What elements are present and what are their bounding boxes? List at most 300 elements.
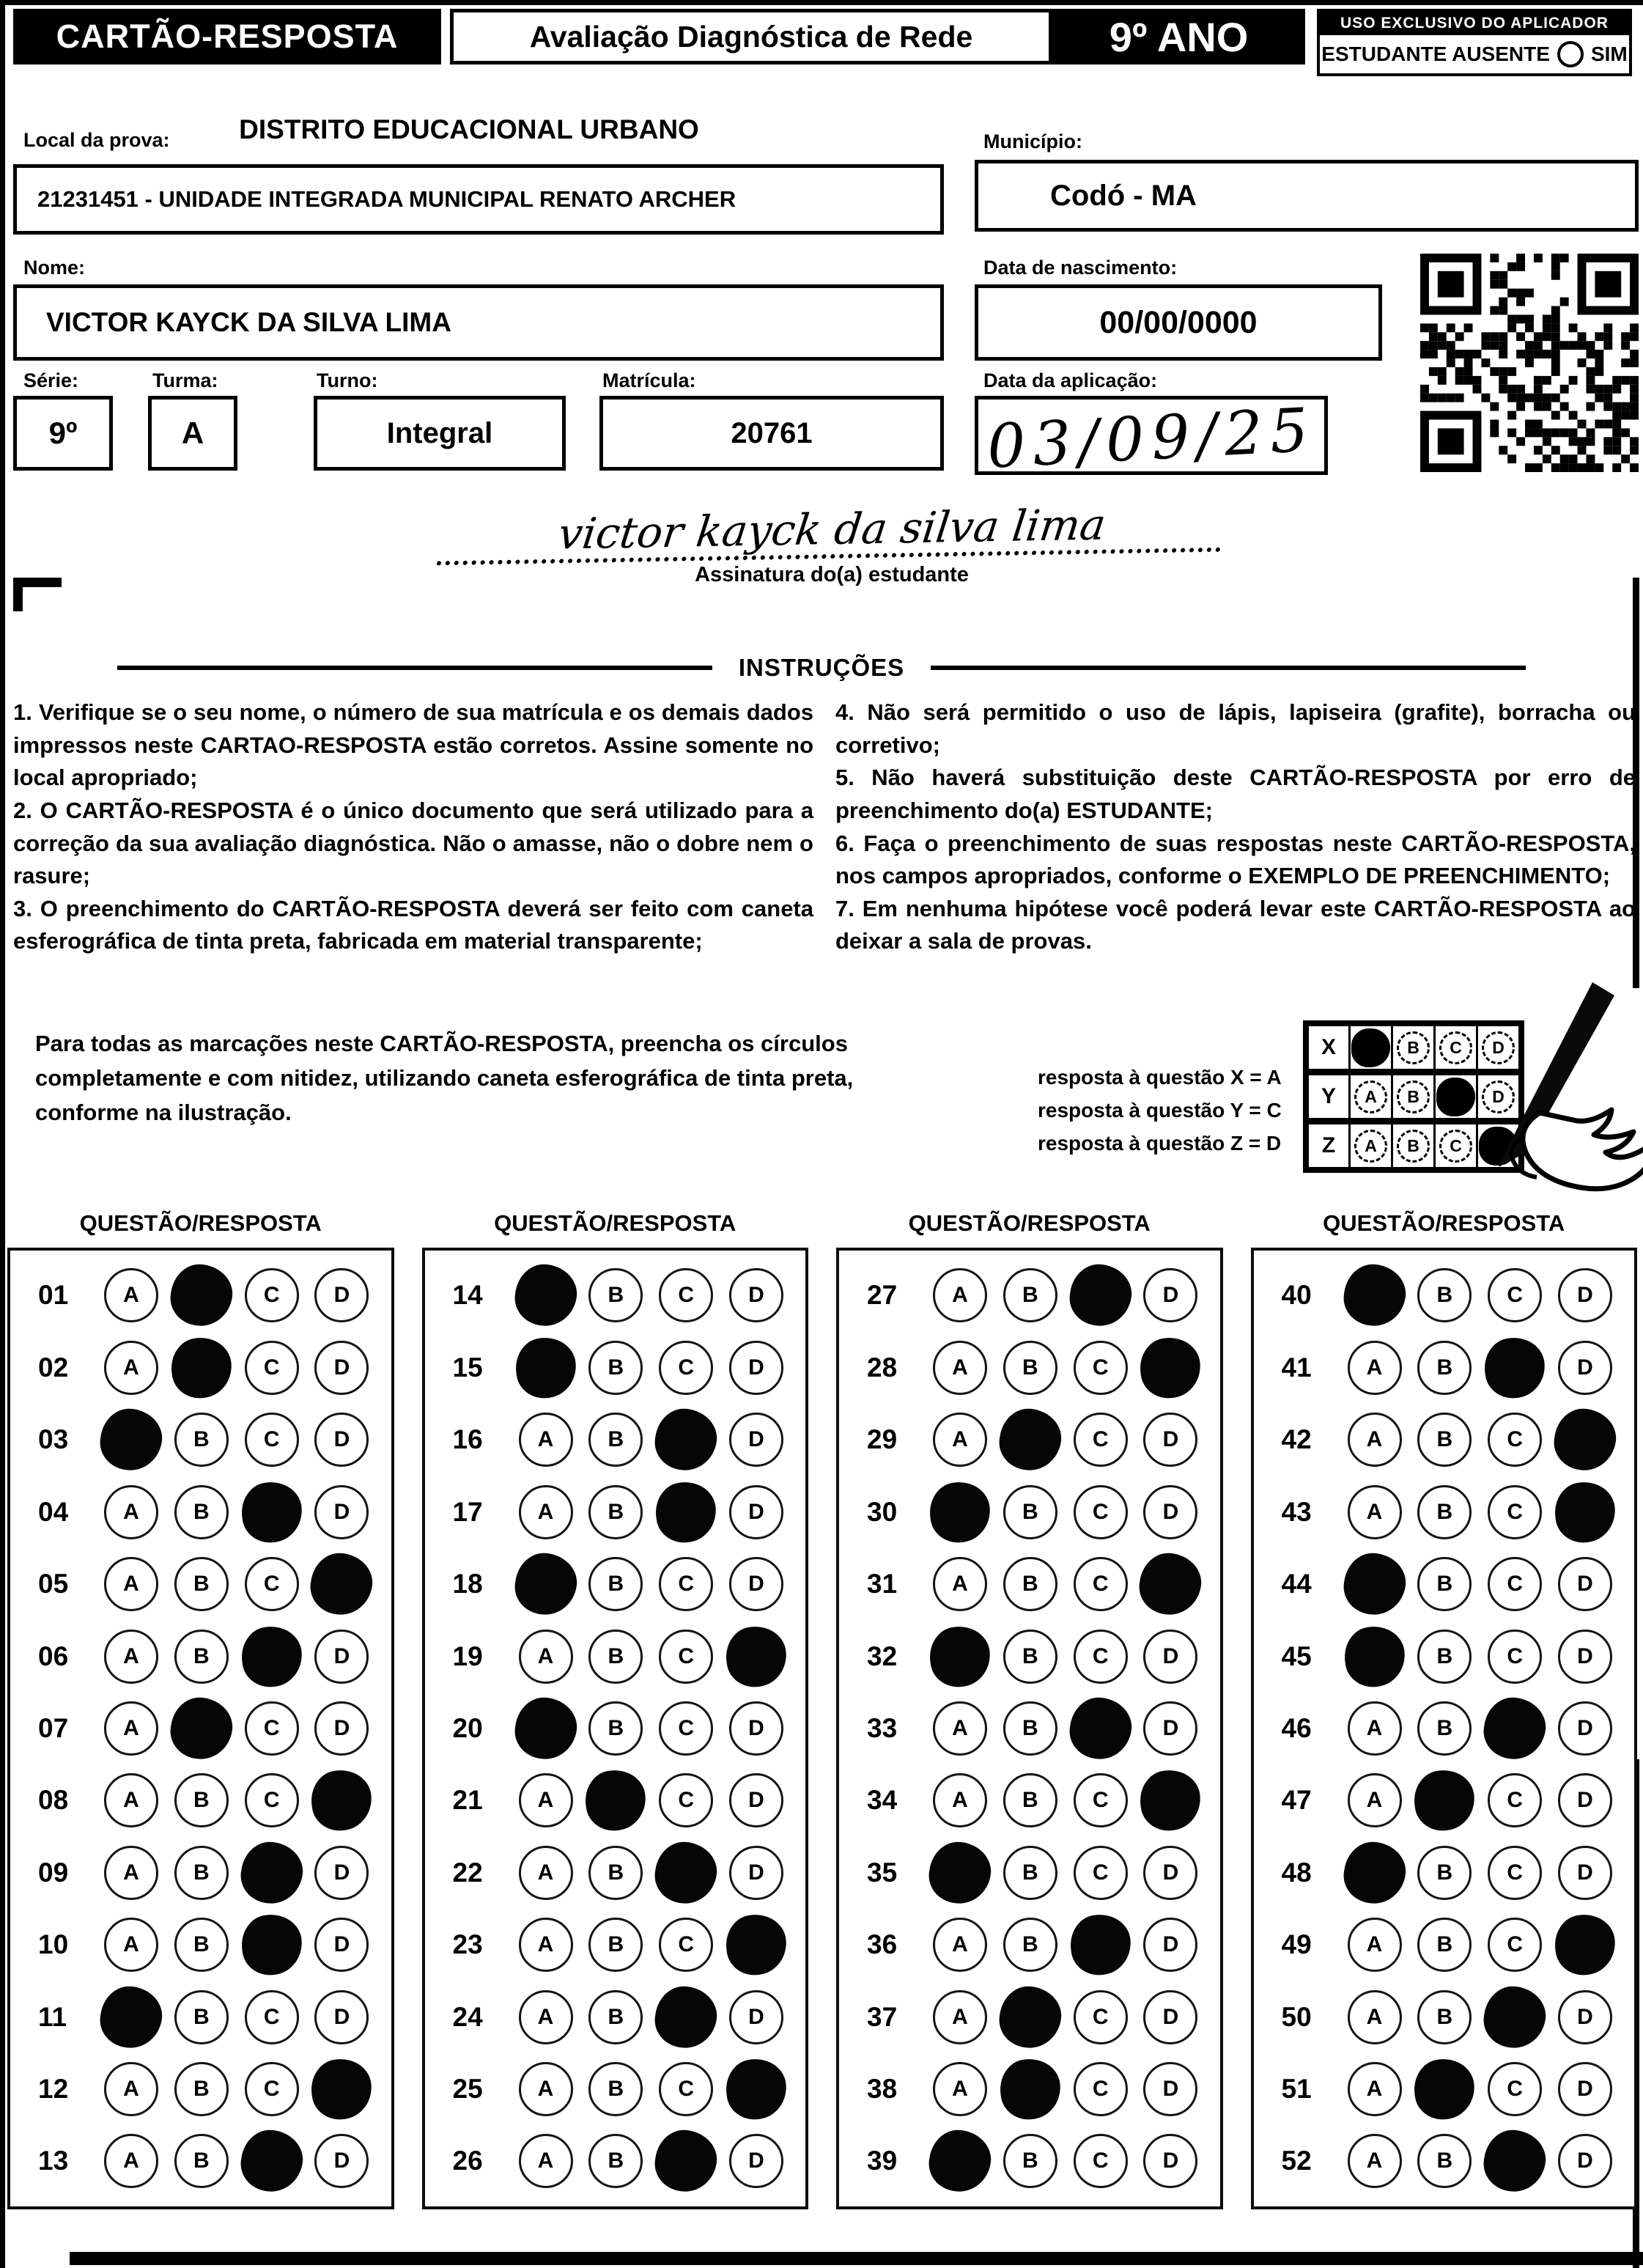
bubble-q45-A[interactable]: [1341, 1623, 1408, 1690]
bubble-q08-C[interactable]: C: [245, 1773, 299, 1827]
bubble-q33-D[interactable]: D: [1143, 1701, 1197, 1756]
bubble-q42-A[interactable]: A: [1348, 1413, 1402, 1467]
bubble-q48-A[interactable]: [1340, 1838, 1408, 1907]
bubble-q05-B[interactable]: B: [174, 1557, 229, 1611]
bubble-q42-B[interactable]: B: [1417, 1413, 1472, 1467]
answer-row: [1254, 1630, 1635, 1684]
example-bubble-Y-B: B: [1397, 1080, 1430, 1113]
question-number: 20: [452, 1712, 483, 1743]
bubble-q50-D[interactable]: D: [1558, 1990, 1612, 2044]
bubble-q40-A[interactable]: [1340, 1261, 1408, 1330]
question-number: 25: [452, 2074, 483, 2105]
bubble-q35-D[interactable]: D: [1143, 1846, 1197, 1900]
bubble-q35-B[interactable]: B: [1003, 1846, 1057, 1900]
answer-row: [10, 1918, 391, 1972]
bubble-q06-D[interactable]: D: [314, 1630, 369, 1684]
bubble-q19-D[interactable]: [723, 1623, 790, 1690]
bubble-q47-B[interactable]: [1411, 1767, 1479, 1835]
absent-option-label: SIM: [1590, 43, 1628, 65]
answer-row: [425, 1846, 806, 1900]
bubble-q12-A[interactable]: A: [104, 2062, 158, 2116]
bubble-q15-D[interactable]: D: [729, 1341, 783, 1395]
instruction-item: 1. Verifique se o seu nome, o número de sua matrícula e os demais dados impressos neste CARTAO-RESPOSTA estão corretos. Assine somente no local apropriado;: [13, 699, 813, 791]
bubble-q16-D[interactable]: D: [729, 1413, 783, 1467]
bubble-q32-C[interactable]: C: [1074, 1630, 1128, 1684]
bubble-q15-C[interactable]: C: [659, 1341, 713, 1395]
bubble-q34-B[interactable]: B: [1003, 1773, 1057, 1827]
bubble-q32-B[interactable]: B: [1003, 1630, 1057, 1684]
bubble-q08-D[interactable]: [309, 1767, 376, 1835]
bubble-q42-C[interactable]: C: [1488, 1413, 1542, 1467]
bubble-q51-C[interactable]: C: [1488, 2062, 1542, 2116]
bubble-q39-B[interactable]: B: [1003, 2134, 1057, 2188]
bubble-q06-B[interactable]: B: [174, 1630, 229, 1684]
bubble-q36-C[interactable]: [1067, 1911, 1134, 1978]
bubble-q22-B[interactable]: B: [588, 1846, 643, 1900]
bubble-q44-A[interactable]: [1340, 1550, 1408, 1619]
question-number: 24: [452, 2001, 483, 2032]
bubble-q30-B[interactable]: B: [1003, 1485, 1057, 1539]
bubble-q10-C[interactable]: [238, 1911, 306, 1978]
bubble-q21-A[interactable]: A: [519, 1773, 573, 1827]
bubble-q28-C[interactable]: C: [1074, 1341, 1128, 1395]
bubble-q46-C[interactable]: [1480, 1694, 1549, 1763]
instruction-item: 4. Não será permitido o uso de lápis, lapiseira (grafite), borracha ou corretivo;: [835, 699, 1636, 758]
bubble-q46-A[interactable]: A: [1348, 1701, 1402, 1756]
bubble-q23-C[interactable]: C: [659, 1918, 713, 1972]
bubble-q21-B[interactable]: [583, 1767, 650, 1835]
question-number: 26: [452, 2146, 483, 2176]
bubble-q31-D[interactable]: [1136, 1550, 1205, 1619]
bubble-q39-A[interactable]: [926, 2127, 994, 2195]
bubble-q13-B[interactable]: B: [174, 2134, 229, 2188]
bubble-q30-D[interactable]: D: [1143, 1485, 1197, 1539]
bubble-q17-A[interactable]: A: [519, 1485, 573, 1539]
bubble-q49-A[interactable]: A: [1348, 1918, 1402, 1972]
turma-label: Turma:: [152, 369, 218, 391]
bubble-q23-D[interactable]: [723, 1911, 790, 1978]
bubble-q08-B[interactable]: B: [174, 1773, 229, 1827]
bubble-q41-C[interactable]: [1481, 1334, 1548, 1402]
bubble-q25-D[interactable]: [723, 2055, 790, 2123]
bubble-q02-C[interactable]: C: [245, 1341, 299, 1395]
bubble-q03-D[interactable]: D: [314, 1413, 369, 1467]
grade-badge: 9º ANO: [1052, 9, 1305, 65]
bubble-q24-D[interactable]: D: [729, 1990, 783, 2044]
bubble-q12-D[interactable]: [309, 2055, 376, 2123]
bubble-q37-D[interactable]: D: [1143, 1990, 1197, 2044]
bubble-q26-D[interactable]: D: [729, 2134, 783, 2188]
exam-title: Avaliação Diagnóstica de Rede: [450, 9, 1052, 65]
bubble-q18-C[interactable]: C: [659, 1557, 713, 1611]
bubble-q01-C[interactable]: C: [245, 1268, 299, 1322]
question-number: 45: [1281, 1641, 1312, 1671]
bubble-q06-A[interactable]: A: [104, 1630, 158, 1684]
bubble-q04-B[interactable]: B: [174, 1485, 229, 1539]
bubble-q04-C[interactable]: [238, 1479, 306, 1546]
bubble-q48-B[interactable]: B: [1417, 1846, 1472, 1900]
turno-field: Integral: [314, 396, 566, 471]
bubble-q07-B[interactable]: [167, 1694, 236, 1763]
bubble-q07-C[interactable]: C: [245, 1701, 299, 1756]
question-number: 48: [1281, 1857, 1312, 1888]
bubble-q27-A[interactable]: A: [933, 1268, 987, 1322]
bubble-q51-A[interactable]: A: [1348, 2062, 1402, 2116]
bubble-q45-B[interactable]: B: [1417, 1630, 1472, 1684]
question-number: 46: [1281, 1712, 1312, 1743]
bubble-q37-B[interactable]: [996, 1982, 1065, 2051]
question-number: 49: [1281, 1929, 1312, 1960]
answer-column-header: QUESTÃO/RESPOSTA: [1323, 1210, 1565, 1236]
bubble-q13-C[interactable]: [237, 2127, 306, 2195]
bubble-q52-C[interactable]: [1480, 2127, 1549, 2195]
instructions-title: INSTRUÇÕES: [738, 654, 905, 681]
bubble-q52-D[interactable]: D: [1558, 2134, 1612, 2188]
bubble-q22-C[interactable]: [651, 1838, 720, 1907]
bubble-q43-D[interactable]: [1551, 1479, 1619, 1546]
question-number: 31: [867, 1569, 898, 1599]
bubble-q38-A[interactable]: A: [933, 2062, 987, 2116]
bubble-q49-B[interactable]: B: [1417, 1918, 1472, 1972]
question-number: 34: [867, 1785, 898, 1816]
bubble-q34-D[interactable]: [1137, 1767, 1205, 1835]
bubble-q14-D[interactable]: D: [729, 1268, 783, 1322]
bubble-q14-A[interactable]: [511, 1261, 580, 1330]
question-number: 03: [38, 1424, 69, 1455]
bubble-q06-C[interactable]: [238, 1623, 306, 1690]
answer-row: [839, 1341, 1220, 1395]
bubble-q29-B[interactable]: [996, 1405, 1065, 1474]
question-number: 04: [38, 1496, 69, 1527]
bubble-q17-B[interactable]: B: [588, 1485, 643, 1539]
question-number: 50: [1281, 2001, 1312, 2032]
bubble-q16-C[interactable]: [651, 1405, 720, 1474]
bubble-q20-B[interactable]: B: [588, 1701, 643, 1756]
example-bubble-Z-C: C: [1439, 1130, 1472, 1163]
answer-column-header: QUESTÃO/RESPOSTA: [908, 1210, 1151, 1236]
bubble-q19-C[interactable]: C: [659, 1630, 713, 1684]
bubble-q24-B[interactable]: B: [588, 1990, 643, 2044]
question-number: 41: [1281, 1352, 1312, 1382]
applicator-box-title: USO EXCLUSIVO DO APLICADOR: [1320, 12, 1629, 35]
bubble-q44-D[interactable]: D: [1558, 1557, 1612, 1611]
answer-row: [10, 1485, 391, 1539]
bubble-q33-B[interactable]: B: [1003, 1701, 1057, 1756]
bubble-q50-A[interactable]: A: [1348, 1990, 1402, 2044]
answer-column-header: QUESTÃO/RESPOSTA: [79, 1210, 322, 1236]
example-legend-line: resposta à questão X = A: [1038, 1066, 1282, 1089]
answers-section: [7, 1199, 1637, 2209]
bubble-q43-A[interactable]: A: [1348, 1485, 1402, 1539]
bubble-q27-B[interactable]: B: [1003, 1268, 1057, 1322]
question-number: 08: [38, 1785, 69, 1816]
bubble-q24-A[interactable]: A: [519, 1990, 573, 2044]
bubble-q23-B[interactable]: B: [588, 1918, 643, 1972]
bubble-q43-C[interactable]: C: [1488, 1485, 1542, 1539]
question-number: 47: [1281, 1785, 1312, 1816]
answer-row: [1254, 1413, 1635, 1467]
bubble-q47-C[interactable]: C: [1488, 1773, 1542, 1827]
bubble-q36-D[interactable]: D: [1143, 1918, 1197, 1972]
bubble-q51-D[interactable]: D: [1558, 2062, 1612, 2116]
bubble-q50-C[interactable]: [1480, 1982, 1549, 2051]
example-legend-line: resposta à questão Y = C: [1038, 1098, 1282, 1122]
answer-row: [10, 2134, 391, 2188]
question-number: 01: [38, 1280, 69, 1311]
question-number: 15: [452, 1352, 483, 1382]
answer-row: [1254, 1773, 1635, 1827]
bubble-q11-C[interactable]: C: [245, 1990, 299, 2044]
bubble-q51-B[interactable]: [1411, 2055, 1479, 2123]
nascimento-label: Data de nascimento:: [983, 257, 1178, 279]
bubble-q33-C[interactable]: [1066, 1694, 1134, 1763]
answer-row: [1254, 1557, 1635, 1611]
bubble-q21-D[interactable]: D: [729, 1773, 783, 1827]
bubble-q12-C[interactable]: C: [245, 2062, 299, 2116]
bubble-q30-C[interactable]: C: [1074, 1485, 1128, 1539]
bubble-q41-B[interactable]: B: [1417, 1341, 1472, 1395]
bubble-q14-B[interactable]: B: [588, 1268, 643, 1322]
bubble-q44-C[interactable]: C: [1488, 1557, 1542, 1611]
page-left-edge: [0, 0, 5, 2268]
municipio-label: Município:: [983, 130, 1082, 152]
bubble-q16-A[interactable]: A: [519, 1413, 573, 1467]
bubble-q14-C[interactable]: C: [659, 1268, 713, 1322]
bubble-q29-D[interactable]: D: [1143, 1413, 1197, 1467]
bubble-q49-C[interactable]: C: [1488, 1918, 1542, 1972]
bubble-q09-A[interactable]: A: [104, 1846, 158, 1900]
nome-label: Nome:: [23, 257, 86, 279]
bubble-q25-C[interactable]: C: [659, 2062, 713, 2116]
municipio-field: Codó - MA: [975, 160, 1639, 232]
bubble-q02-D[interactable]: D: [314, 1341, 369, 1395]
bubble-q38-D[interactable]: D: [1143, 2062, 1197, 2116]
bubble-q47-A[interactable]: A: [1348, 1773, 1402, 1827]
bubble-q35-C[interactable]: C: [1074, 1846, 1128, 1900]
scan-bottom-bar: [70, 2252, 1643, 2265]
header: [13, 9, 1634, 76]
question-number: 07: [38, 1712, 69, 1743]
bubble-q47-D[interactable]: D: [1558, 1773, 1612, 1827]
bubble-q18-A[interactable]: [511, 1550, 580, 1619]
bubble-q39-C[interactable]: C: [1074, 2134, 1128, 2188]
answer-row: [425, 1990, 806, 2044]
answer-row: [10, 1701, 391, 1756]
answer-row: [425, 2134, 806, 2188]
bubble-q35-A[interactable]: [926, 1838, 994, 1907]
bubble-q10-D[interactable]: D: [314, 1918, 369, 1972]
bubble-q43-B[interactable]: B: [1417, 1485, 1472, 1539]
bubble-q27-C[interactable]: [1066, 1261, 1134, 1330]
bubble-q10-B[interactable]: B: [174, 1918, 229, 1972]
bubble-q13-D[interactable]: D: [314, 2134, 369, 2188]
question-number: 32: [867, 1641, 898, 1671]
bubble-q26-A[interactable]: A: [519, 2134, 573, 2188]
example-cell: [1351, 1075, 1391, 1118]
bubble-q12-B[interactable]: B: [174, 2062, 229, 2116]
bubble-q22-A[interactable]: A: [519, 1846, 573, 1900]
bubble-q21-C[interactable]: C: [659, 1773, 713, 1827]
bubble-q48-D[interactable]: D: [1558, 1846, 1612, 1900]
bubble-q28-B[interactable]: B: [1003, 1341, 1057, 1395]
bubble-q38-C[interactable]: C: [1074, 2062, 1128, 2116]
bubble-q20-A[interactable]: [511, 1694, 580, 1763]
bubble-q26-C[interactable]: [651, 2127, 720, 2195]
answer-row: [10, 2062, 391, 2116]
answer-row: [1254, 1485, 1635, 1539]
bubble-q04-D[interactable]: D: [314, 1485, 369, 1539]
bubble-q11-D[interactable]: D: [314, 1990, 369, 2044]
bubble-q48-C[interactable]: C: [1488, 1846, 1542, 1900]
bubble-q22-D[interactable]: D: [729, 1846, 783, 1900]
bubble-q45-C[interactable]: C: [1488, 1630, 1542, 1684]
bubble-q49-D[interactable]: [1551, 1911, 1619, 1978]
bubble-q34-C[interactable]: C: [1074, 1773, 1128, 1827]
bubble-q30-A[interactable]: [926, 1479, 994, 1546]
question-number: 23: [452, 1929, 483, 1960]
bubble-q23-A[interactable]: A: [519, 1918, 573, 1972]
bubble-q16-B[interactable]: B: [588, 1413, 643, 1467]
bubble-q02-A[interactable]: A: [104, 1341, 158, 1395]
bubble-q29-A[interactable]: A: [933, 1413, 987, 1467]
answer-row: [839, 1630, 1220, 1684]
bubble-q03-C[interactable]: C: [245, 1413, 299, 1467]
answer-row: [425, 1630, 806, 1684]
bubble-q42-D[interactable]: [1551, 1405, 1620, 1474]
bubble-q50-B[interactable]: B: [1417, 1990, 1472, 2044]
bubble-q32-D[interactable]: D: [1143, 1630, 1197, 1684]
bubble-q13-A[interactable]: A: [104, 2134, 158, 2188]
bubble-q05-A[interactable]: A: [104, 1557, 158, 1611]
bubble-q26-B[interactable]: B: [588, 2134, 643, 2188]
bubble-q45-D[interactable]: D: [1558, 1630, 1612, 1684]
instructions-right-column: [835, 696, 1636, 958]
answer-row: [839, 1918, 1220, 1972]
bubble-q44-B[interactable]: B: [1417, 1557, 1472, 1611]
bubble-q41-D[interactable]: D: [1558, 1341, 1612, 1395]
answer-column-box: [7, 1248, 394, 2209]
bubble-q25-A[interactable]: A: [519, 2062, 573, 2116]
bubble-q11-B[interactable]: B: [174, 1990, 229, 2044]
bubble-q07-A[interactable]: A: [104, 1701, 158, 1756]
answer-row: [10, 1341, 391, 1395]
bubble-q17-C[interactable]: [652, 1479, 720, 1546]
answer-row: [425, 1773, 806, 1827]
absent-option-circle[interactable]: [1557, 41, 1584, 67]
bubble-q29-C[interactable]: C: [1074, 1413, 1128, 1467]
bubble-q01-D[interactable]: D: [314, 1268, 369, 1322]
bubble-q08-A[interactable]: A: [104, 1773, 158, 1827]
answer-row: [1254, 1268, 1635, 1322]
bubble-q18-D[interactable]: D: [729, 1557, 783, 1611]
bubble-q34-A[interactable]: A: [933, 1773, 987, 1827]
bubble-q37-A[interactable]: A: [933, 1990, 987, 2044]
bubble-q38-B[interactable]: [997, 2055, 1064, 2123]
bubble-q39-D[interactable]: D: [1143, 2134, 1197, 2188]
bubble-q37-C[interactable]: C: [1074, 1990, 1128, 2044]
bubble-q15-B[interactable]: B: [588, 1341, 643, 1395]
bubble-q18-B[interactable]: B: [588, 1557, 643, 1611]
bubble-q17-D[interactable]: D: [729, 1485, 783, 1539]
bubble-q07-D[interactable]: D: [314, 1701, 369, 1756]
question-number: 12: [38, 2074, 69, 2105]
bubble-q25-B[interactable]: B: [588, 2062, 643, 2116]
bubble-q19-A[interactable]: A: [519, 1630, 573, 1684]
answer-row: [1254, 1918, 1635, 1972]
bubble-q20-D[interactable]: D: [729, 1701, 783, 1756]
bubble-q10-A[interactable]: A: [104, 1918, 158, 1972]
bubble-q09-D[interactable]: D: [314, 1846, 369, 1900]
bubble-q19-B[interactable]: B: [588, 1630, 643, 1684]
answer-row: [839, 2062, 1220, 2116]
question-number: 27: [867, 1280, 898, 1311]
bubble-q09-B[interactable]: B: [174, 1846, 229, 1900]
bubble-q01-B[interactable]: [167, 1261, 236, 1330]
bubble-q11-A[interactable]: [97, 1982, 166, 2051]
answer-row: [1254, 1990, 1635, 2044]
question-number: 30: [867, 1496, 898, 1527]
bubble-q40-B[interactable]: B: [1417, 1268, 1472, 1322]
bubble-q05-D[interactable]: [307, 1550, 376, 1619]
bubble-q36-B[interactable]: B: [1003, 1918, 1057, 1972]
bubble-q24-C[interactable]: [651, 1982, 720, 2051]
bubble-q04-A[interactable]: A: [104, 1485, 158, 1539]
question-number: 37: [867, 2001, 898, 2032]
bubble-q36-A[interactable]: A: [933, 1918, 987, 1972]
nome-field: VICTOR KAYCK DA SILVA LIMA: [13, 284, 944, 361]
bubble-q15-A[interactable]: [512, 1334, 580, 1402]
bubble-q31-B[interactable]: B: [1003, 1557, 1057, 1611]
bubble-q31-C[interactable]: C: [1074, 1557, 1128, 1611]
answer-column: [422, 1199, 809, 2209]
matricula-field: 20761: [599, 396, 944, 471]
bubble-q09-C[interactable]: [237, 1838, 306, 1907]
student-signature[interactable]: victor kayck da silva lima: [437, 498, 1227, 566]
example-cell: [1351, 1124, 1391, 1167]
bubble-q52-A[interactable]: A: [1348, 2134, 1402, 2188]
bubble-q05-C[interactable]: C: [245, 1557, 299, 1611]
bubble-q46-D[interactable]: D: [1558, 1701, 1612, 1756]
bubble-q02-B[interactable]: [168, 1334, 235, 1402]
bubble-q41-A[interactable]: A: [1348, 1341, 1402, 1395]
bubble-q33-A[interactable]: A: [933, 1701, 987, 1756]
answer-row: [839, 1990, 1220, 2044]
bubble-q52-B[interactable]: B: [1417, 2134, 1472, 2188]
bubble-q01-A[interactable]: A: [104, 1268, 158, 1322]
bubble-q20-C[interactable]: C: [659, 1701, 713, 1756]
bubble-q40-C[interactable]: C: [1488, 1268, 1542, 1322]
bubble-q32-A[interactable]: [926, 1623, 994, 1690]
bubble-q31-A[interactable]: A: [933, 1557, 987, 1611]
bubble-q03-B[interactable]: B: [174, 1413, 229, 1467]
answer-row: [10, 1846, 391, 1900]
bubble-q28-D[interactable]: [1137, 1334, 1205, 1402]
question-number: 40: [1281, 1280, 1312, 1311]
district-title: DISTRITO EDUCACIONAL URBANO: [239, 114, 699, 144]
bubble-q46-B[interactable]: B: [1417, 1701, 1472, 1756]
answer-row: [839, 1846, 1220, 1900]
bubble-q28-A[interactable]: A: [933, 1341, 987, 1395]
question-number: 13: [38, 2146, 69, 2176]
bubble-q27-D[interactable]: D: [1143, 1268, 1197, 1322]
answer-row: [425, 1701, 806, 1756]
aplicacao-handwritten-date: 03/09/25: [985, 394, 1318, 482]
bubble-q40-D[interactable]: D: [1558, 1268, 1612, 1322]
aplicacao-field: [975, 394, 1328, 482]
answer-row: [1254, 2062, 1635, 2116]
answer-row: [10, 1557, 391, 1611]
bubble-q03-A[interactable]: [97, 1405, 166, 1474]
